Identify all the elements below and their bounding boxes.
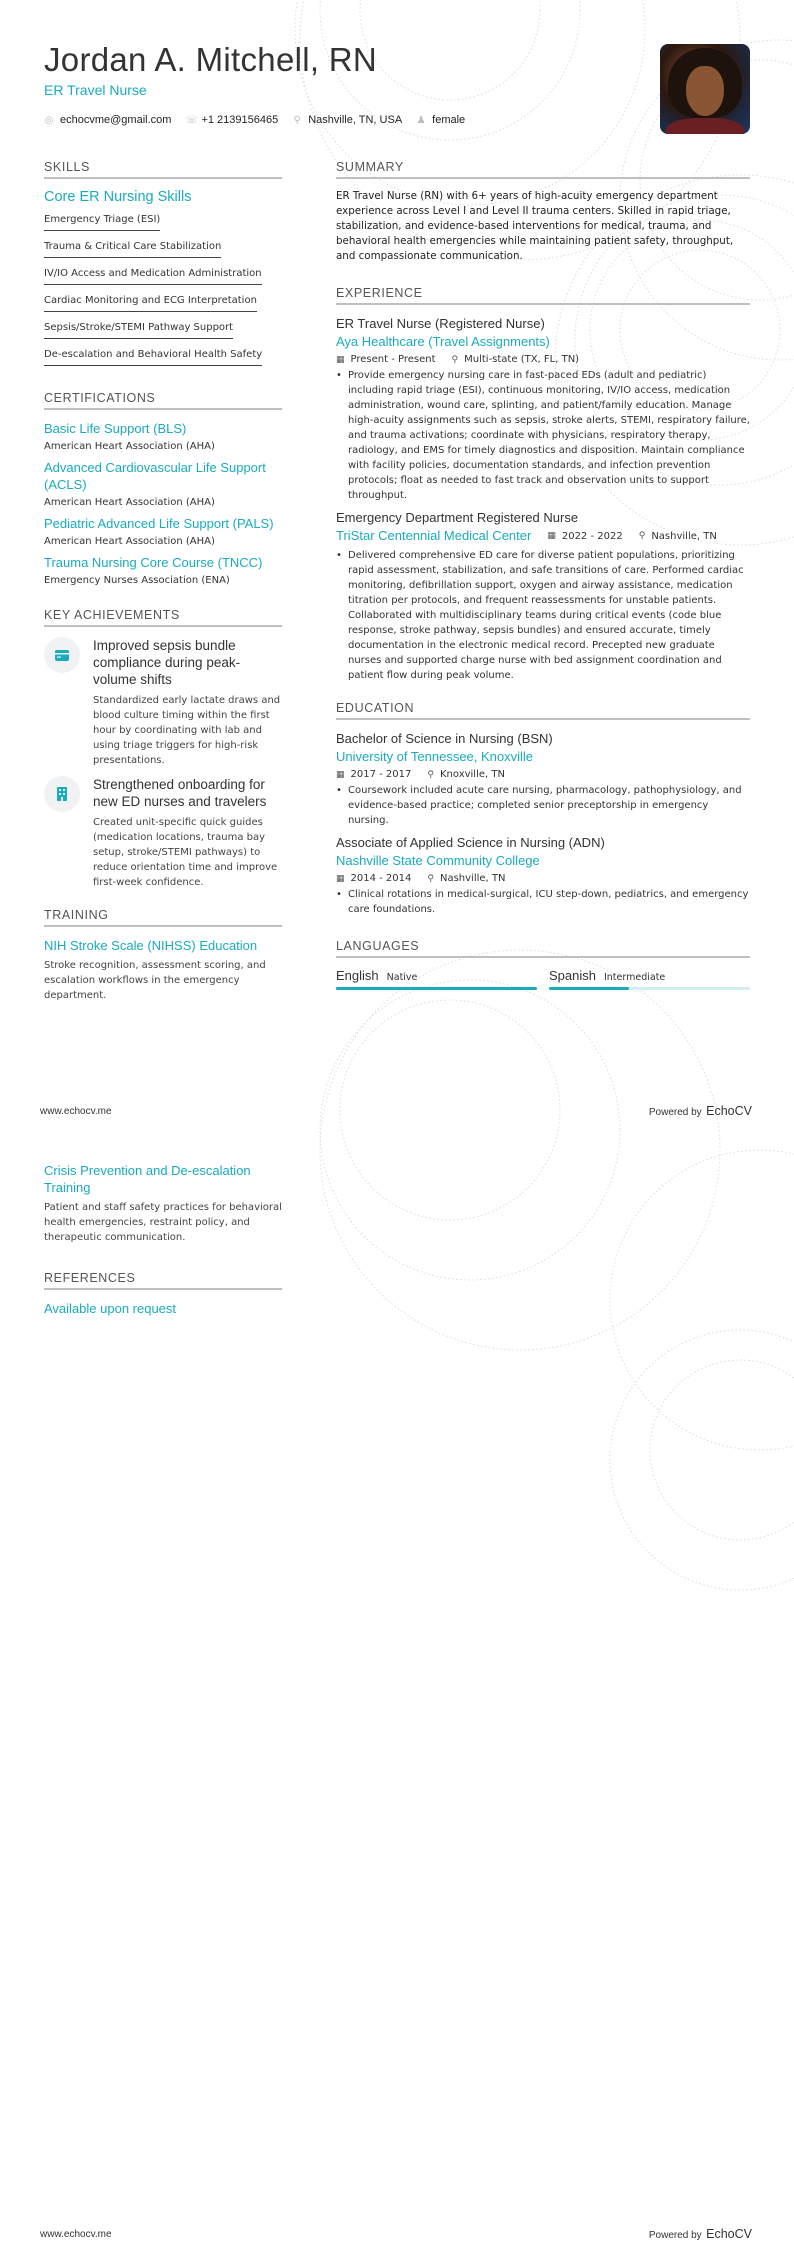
summary-text: ER Travel Nurse (RN) with 6+ years of high-acuity emergency department experience across Level I and Level II trauma centers. Skilled in rapid triage, stabilization, and evidence-based interventions for medical, trauma, and behavioral health emergencies while maintaining patient safety, throughput, and compassionate communication. <box>336 190 734 262</box>
edu-meta <box>336 769 750 780</box>
cert-item <box>44 554 282 586</box>
job-dates: Present - Present <box>350 354 436 365</box>
job-bullet: • Delivered comprehensive ED care for diverse patient populations, prioritizing rapid assessment, stabilization, and safe transitions of care. Performed cardiac monitoring, defibrillation support, oxygen and airway assistance, medication titration per protocols, and frequent reassessments for unstable patients. Collaborated with multidisciplinary teams during critical events (code blue response, stroke pathway, sepsis bundles) and ensured accurate, timely documentation in the electronic medical record. Precepted new graduate nurses and supported charge nurse with bed assignment coordination and patient flow during peak volume. <box>336 548 750 683</box>
bullet-text: Coursework included acute care nursing, pharmacology, pathophysiology, and evidence-based practice; completed senior preceptorship in emergency nursing. <box>348 785 742 826</box>
education-section <box>336 701 750 917</box>
email-value: echocvme@gmail.com <box>60 114 172 126</box>
powered-label: Powered by <box>648 2230 702 2241</box>
job-org: Aya Healthcare (Travel Assignments) <box>336 334 550 349</box>
training-name: Crisis Prevention and De-escalation Training <box>44 1163 251 1195</box>
language-item <box>549 968 750 990</box>
achievement-desc: Standardized early lactate draws and blood culture timing within the first hour by coordinating with lab and using triage triggers for high-risk presentations. <box>93 695 281 766</box>
contact-location <box>292 114 402 126</box>
edu-location: Nashville, TN <box>439 873 506 884</box>
skill-item: Emergency Triage (ESI) <box>44 211 160 231</box>
brand-logo-text[interactable]: EchoCV <box>706 1104 752 1118</box>
degree: Bachelor of Science in Nursing (BSN) <box>336 731 553 746</box>
cert-item <box>44 459 282 508</box>
job-title: Emergency Department Registered Nurse <box>336 510 579 525</box>
experience-item <box>336 315 750 503</box>
phone-value: +1 2139156465 <box>201 114 279 126</box>
skill-item: Sepsis/Stroke/STEMI Pathway Support <box>44 319 233 339</box>
location-icon: ⚲ <box>293 114 301 126</box>
job-dates: 2022 - 2022 <box>561 530 623 542</box>
achievement-title: Strengthened onboarding for new ED nurses and travelers <box>93 777 267 809</box>
email-icon: ◎ <box>44 114 54 126</box>
experience-section <box>336 286 750 683</box>
bullet-text: Delivered comprehensive ED care for diverse patient populations, prioritizing rapid assessment, stabilization, and safe transitions of care. Performed cardiac monitoring, defibrillation support, oxygen and airway assistance, medication titration per protocols, and frequent reassessments for unstable patients. Collaborated with multidisciplinary teams during critical events (code blue response, stroke pathway, sepsis bundles) and ensured accurate, timely documentation in the electronic medical record. Precepted new graduate nurses and supported charge nurse with bed assignment coordination and patient flow during peak volume. <box>348 550 744 681</box>
language-item <box>336 968 537 990</box>
cert-org: American Heart Association (AHA) <box>44 536 215 547</box>
training-section <box>44 908 282 1003</box>
candidate-name: Jordan A. Mitchell, RN <box>44 41 378 78</box>
calendar-icon: ▦ <box>336 354 345 365</box>
calendar-icon: ▦ <box>547 531 556 541</box>
section-heading: EDUCATION <box>336 701 750 720</box>
skill-item: IV/IO Access and Medication Administration <box>44 265 262 285</box>
location-value: Nashville, TN, USA <box>308 114 403 126</box>
edu-dates: 2017 - 2017 <box>350 769 412 780</box>
job-location: Multi-state (TX, FL, TN) <box>464 354 580 365</box>
page-footer <box>40 1102 752 1120</box>
achievement-desc: Created unit-specific quick guides (medication locations, trauma bay setup, stroke/STEMI pathways) to reduce orientation time and improve first-week confidence. <box>93 817 278 888</box>
cert-org: American Heart Association (AHA) <box>44 441 215 452</box>
resume-header <box>44 40 644 126</box>
references-section <box>44 1271 282 1317</box>
references-value: Available upon request <box>44 1301 177 1316</box>
job-meta <box>336 354 750 365</box>
job-location: Nashville, TN <box>651 530 717 542</box>
achievement-item <box>44 776 282 890</box>
bullet-text: Clinical rotations in medical-surgical, ICU step-down, pediatrics, and emergency care foundations. <box>348 889 749 915</box>
edu-dates: 2014 - 2014 <box>350 873 412 884</box>
building-icon <box>44 776 80 812</box>
calendar-icon: ▦ <box>336 769 345 780</box>
powered-by <box>649 1102 752 1120</box>
achievements-section <box>44 608 282 890</box>
achievement-item <box>44 637 282 768</box>
language-name: Spanish <box>549 968 596 983</box>
training-desc: Stroke recognition, assessment scoring, and escalation workflows in the emergency department. <box>44 960 266 1001</box>
footer-url-link[interactable]: www.echocv.me <box>40 2228 112 2240</box>
skill-item: Cardiac Monitoring and ECG Interpretation <box>44 292 257 312</box>
languages-section <box>336 939 750 990</box>
section-heading: LANGUAGES <box>336 939 750 958</box>
cert-name: Pediatric Advanced Life Support (PALS) <box>44 516 274 531</box>
language-level: Intermediate <box>603 972 666 983</box>
degree: Associate of Applied Science in Nursing (ADN) <box>336 835 605 850</box>
experience-item <box>336 509 750 683</box>
edu-meta <box>336 873 750 884</box>
language-proficiency-bar <box>336 987 537 990</box>
location-pin-icon: ⚲ <box>451 354 459 365</box>
contact-gender <box>416 114 465 126</box>
language-name: English <box>336 968 379 983</box>
cert-name: Advanced Cardiovascular Life Support (ACLS) <box>44 460 266 492</box>
calendar-icon: ▦ <box>336 873 345 884</box>
brand-logo-text[interactable]: EchoCV <box>706 2227 752 2241</box>
skill-item: De-escalation and Behavioral Health Safety <box>44 346 262 366</box>
language-level: Native <box>386 972 418 983</box>
section-heading: SKILLS <box>44 160 282 179</box>
training-name: NIH Stroke Scale (NIHSS) Education <box>44 938 258 953</box>
candidate-title: ER Travel Nurse <box>44 82 147 98</box>
location-pin-icon: ⚲ <box>638 531 646 541</box>
bullet-text: Provide emergency nursing care in fast-paced EDs (adult and pediatric) including rapid triage (ESI), continuous monitoring, IV/IO access, medication administration, wound care, splinting, and patient/family education. Manage high-acuity assignments such as sepsis, stroke alerts, STEMI, respiratory failure, and trauma activations; coordinate with physicians, respiratory therapy, radiology, and EMS for timely diagnostics and disposition. Maintain compliance with facility policies, documentation standards, and infection prevention protocols; float as needed to fast track and observation units to support throughput. <box>348 370 750 501</box>
right-column <box>336 160 750 990</box>
job-org: TriStar Centennial Medical Center <box>336 528 532 543</box>
cert-item <box>44 515 282 547</box>
photo-face-shape <box>686 66 724 116</box>
language-proficiency-bar <box>549 987 750 990</box>
contact-phone[interactable] <box>185 114 278 126</box>
education-item <box>336 834 750 917</box>
page-footer <box>40 2225 752 2243</box>
skill-group-title: Core ER Nursing Skills <box>44 189 192 205</box>
skill-item: Trauma & Critical Care Stabilization <box>44 238 221 258</box>
education-item <box>336 730 750 828</box>
job-meta <box>547 531 733 542</box>
gender-icon: ♟ <box>416 114 426 126</box>
skills-section <box>44 160 282 369</box>
photo-shirt-shape <box>666 118 744 134</box>
section-heading: CERTIFICATIONS <box>44 391 282 410</box>
section-heading: KEY ACHIEVEMENTS <box>44 608 282 627</box>
cert-org: American Heart Association (AHA) <box>44 497 215 508</box>
cert-name: Trauma Nursing Core Course (TNCC) <box>44 555 263 570</box>
edu-bullet: • Coursework included acute care nursing, pharmacology, pathophysiology, and evidence-based practice; completed senior preceptorship in emergency nursing. <box>336 783 750 828</box>
contact-email[interactable] <box>44 114 171 126</box>
training-section-continued <box>44 1162 282 1245</box>
profile-photo <box>660 44 750 134</box>
training-item <box>44 1162 282 1245</box>
job-bullet: • Provide emergency nursing care in fast-paced EDs (adult and pediatric) including rapid triage (ESI), continuous monitoring, IV/IO access, medication administration, wound care, splinting, and patient/family education. Manage high-acuity assignments such as sepsis, stroke alerts, STEMI, respiratory failure, and trauma activations; coordinate with physicians, respiratory therapy, radiology, and EMS for timely diagnostics and disposition. Maintain compliance with facility policies, documentation standards, and infection prevention protocols; float as needed to fast track and observation units to support throughput. <box>336 370 750 501</box>
section-heading: EXPERIENCE <box>336 286 750 305</box>
edu-bullet: • Clinical rotations in medical-surgical, ICU step-down, pediatrics, and emergency care foundations. <box>336 889 749 915</box>
phone-icon: ☏ <box>185 114 198 126</box>
training-desc: Patient and staff safety practices for behavioral health emergencies, restraint policy, and therapeutic communication. <box>44 1202 282 1243</box>
cert-name: Basic Life Support (BLS) <box>44 421 187 436</box>
left-column <box>44 160 282 1003</box>
school: University of Tennessee, Knoxville <box>336 749 534 764</box>
cert-org: Emergency Nurses Association (ENA) <box>44 575 230 586</box>
certifications-section <box>44 391 282 586</box>
card-icon <box>44 637 80 673</box>
location-pin-icon: ⚲ <box>427 873 434 884</box>
left-column-continued <box>44 1162 282 1317</box>
cert-item <box>44 420 282 452</box>
footer-url-link[interactable]: www.echocv.me <box>40 1105 112 1117</box>
summary-section <box>336 160 750 264</box>
edu-location: Knoxville, TN <box>439 769 505 780</box>
section-heading: REFERENCES <box>44 1271 282 1290</box>
powered-label: Powered by <box>648 1107 702 1118</box>
section-heading: SUMMARY <box>336 160 750 179</box>
contact-row <box>44 114 644 126</box>
resume-page-2 <box>0 1130 794 2246</box>
training-item <box>44 937 282 1003</box>
job-title: ER Travel Nurse (Registered Nurse) <box>336 316 545 331</box>
powered-by <box>649 2225 752 2243</box>
school: Nashville State Community College <box>336 853 540 868</box>
gender-value: female <box>432 114 466 126</box>
achievement-title: Improved sepsis bundle compliance during peak-volume shifts <box>93 638 241 687</box>
location-pin-icon: ⚲ <box>427 769 434 780</box>
section-heading: TRAINING <box>44 908 282 927</box>
